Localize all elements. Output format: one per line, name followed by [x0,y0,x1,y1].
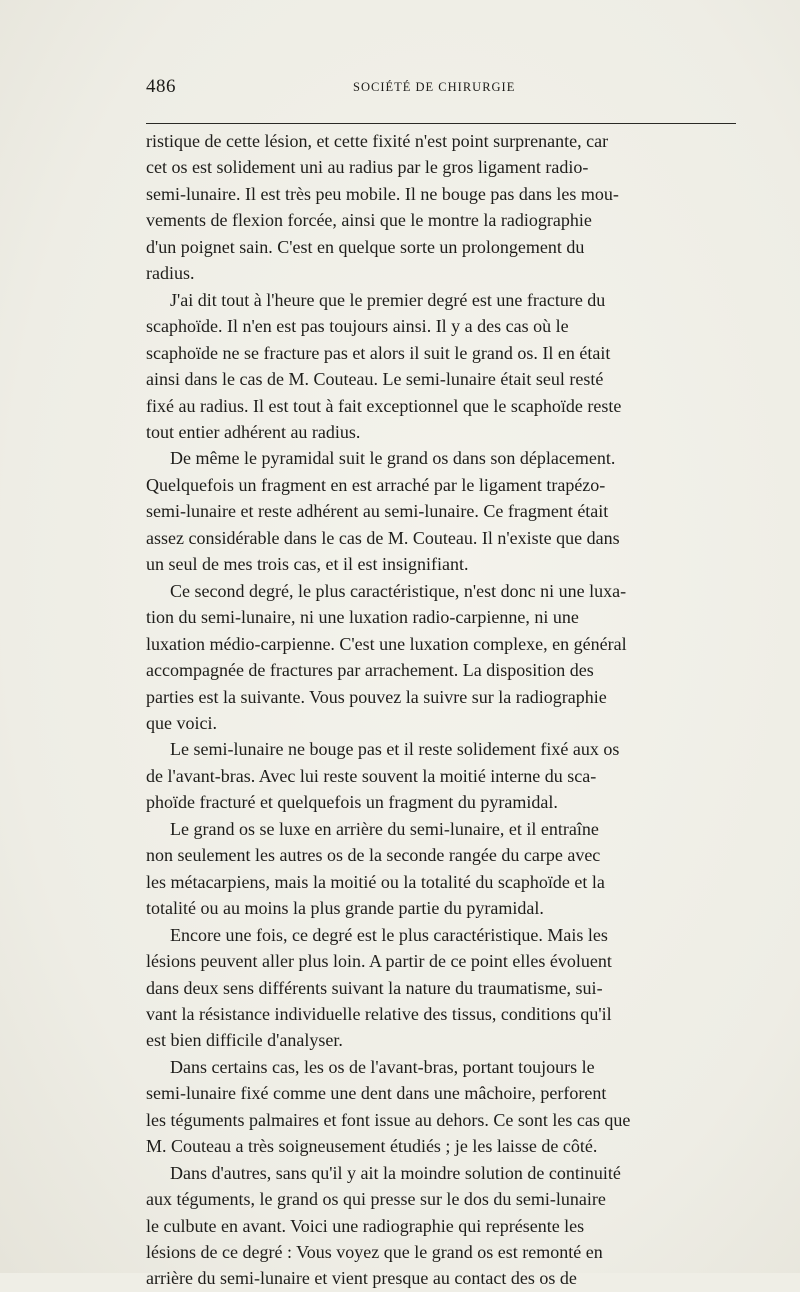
header-rule [146,123,736,124]
paragraph: De même le pyramidal suit le grand os dans son déplacement. Quelquefois un fragment en est arraché par le ligament trapézo- semi-lunaire et reste adhérent au semi-lunaire. Ce fragment était assez considérable dans le cas de M. Couteau. Il n'existe que dans un seul de mes trois cas, et il est insignifiant. [146,448,620,575]
paragraph: Dans d'autres, sans qu'il y ait la moindre solution de continuité aux téguments, le grand os qui presse sur le dos du semi-lunaire le culbute en avant. Voici une radiographie qui représente les lésions de ce degré : Vous voyez que le grand os est remonté en arrière du semi-lunaire et vient presque au contact des os de [146,1162,621,1289]
paragraph: Dans certains cas, les os de l'avant-bras, portant toujours le semi-lunaire fixé comme une dent dans une mâchoire, perforent les téguments palmaires et font issue au dehors. Ce sont les cas que M. Couteau a très soigneusement étudiés ; je les laisse de côté. [146,1056,631,1157]
running-title: SOCIÉTÉ DE CHIRURGIE [353,80,516,94]
paragraph: Encore une fois, ce degré est le plus caractéristique. Mais les lésions peuvent aller plus loin. A partir de ce point elles évoluent dans deux sens différents suivant la nature du traumatisme, sui- vant la résistance individuelle relative des tissus, conditions qu'il est bien difficile d'analyser. [146,924,612,1051]
body-text [146,128,736,1292]
paragraph: Ce second degré, le plus caractéristique, n'est donc ni une luxa- tion du semi-lunaire, ni une luxation radio-carpienne, ni une luxation médio-carpienne. C'est une luxation complexe, en général accompagnée de fractures par arrachement. La disposition des parties est la suivante. Vous pouvez la suivre sur la radiographie que voici. [146,580,627,733]
page-number: 486 [146,76,176,97]
paragraph: ristique de cette lésion, et cette fixité n'est point surprenante, car cet os est solidement uni au radius par le gros ligament radio- semi-lunaire. Il est très peu mobile. Il ne bouge pas dans les mou- vements de flexion forcée, ainsi que le montre la radiographie d'un poignet sain. C'est en quelque sorte un prolongement du radius. [146,131,619,284]
page-header [146,76,736,100]
paragraph: Le grand os se luxe en arrière du semi-lunaire, et il entraîne non seulement les autres os de la seconde rangée du carpe avec les métacarpiens, mais la moitié ou la totalité du scaphoïde et la totalité ou au moins la plus grande partie du pyramidal. [146,818,605,919]
paragraph: J'ai dit tout à l'heure que le premier degré est une fracture du scaphoïde. Il n'en est pas toujours ainsi. Il y a des cas où le scaphoïde ne se fracture pas et alors il suit le grand os. Il en était ainsi dans le cas de M. Couteau. Le semi-lunaire était seul resté fixé au radius. Il est tout à fait exceptionnel que le scaphoïde reste tout entier adhérent au radius. [146,289,622,442]
paragraph: Le semi-lunaire ne bouge pas et il reste solidement fixé aux os de l'avant-bras. Avec lui reste souvent la moitié interne du sca- phoïde fracturé et quelquefois un fragment du pyramidal. [146,739,620,813]
